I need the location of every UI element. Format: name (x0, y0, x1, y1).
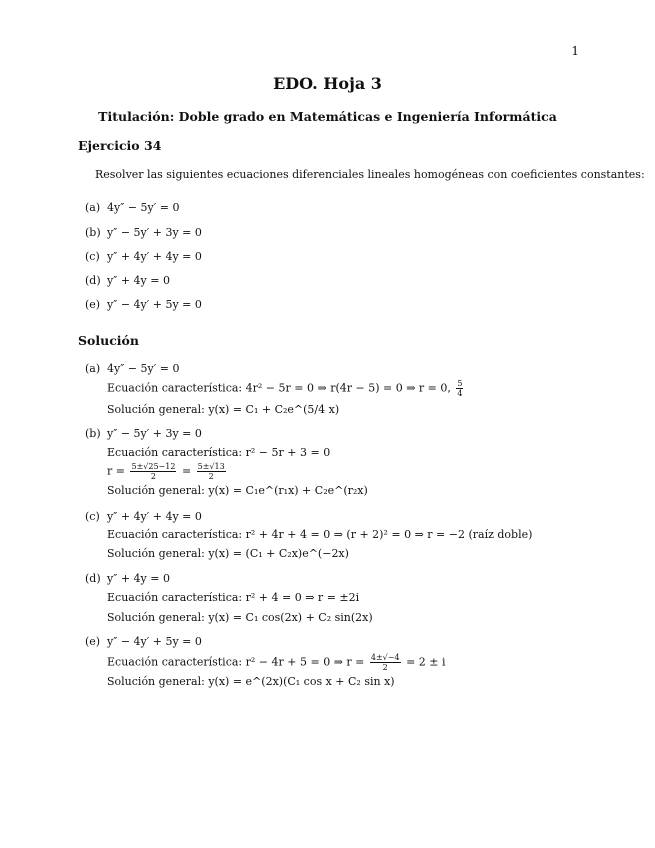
solution-c-char (107, 528, 532, 541)
general-label: Solución general: (107, 611, 205, 624)
char-equation: 4r² − 5r = 0 ⇒ r(4r − 5) = 0 ⇒ r = 0, (245, 381, 451, 395)
fraction-numerator: 5±√13 (197, 462, 225, 471)
page-subtitle: Titulación: Doble grado en Matemáticas e Ingeniería Informática (98, 109, 557, 124)
solution-a-general (107, 403, 339, 416)
fraction-numerator: 5 (457, 379, 463, 388)
problem-d (85, 274, 170, 287)
item-label: (d) (85, 572, 101, 585)
item-label: (b) (85, 226, 101, 239)
item-label: (d) (85, 274, 101, 287)
equation: y″ − 4y′ + 5y = 0 (107, 298, 202, 311)
roots-prefix: r = (107, 464, 125, 478)
fraction-numerator: 4±√−4 (370, 653, 400, 662)
item-label: (e) (85, 635, 101, 648)
fraction (130, 462, 176, 481)
item-label: (a) (85, 201, 101, 214)
general-label: Solución general: (107, 547, 205, 560)
solution-d-general (107, 611, 373, 624)
problem-a (85, 201, 179, 214)
roots-equals: = (181, 464, 192, 478)
solution-a-equation (85, 362, 179, 375)
fraction-denominator: 2 (208, 472, 214, 481)
equation: y″ + 4y′ + 4y = 0 (107, 510, 202, 523)
item-label: (a) (85, 362, 101, 375)
solution-b-general (107, 484, 368, 497)
page-title: EDO. Hoja 3 (273, 74, 382, 93)
solution-c-general (107, 547, 349, 560)
item-label: (c) (85, 510, 100, 523)
fraction-denominator: 2 (150, 472, 156, 481)
page-number: 1 (571, 44, 579, 58)
item-label: (b) (85, 427, 101, 440)
general-solution: y(x) = C₁ cos(2x) + C₂ sin(2x) (208, 611, 373, 624)
solution-d-equation (85, 572, 170, 585)
char-label: Ecuación característica: (107, 528, 243, 541)
char-tail: = 2 ± i (406, 655, 446, 669)
equation: y″ + 4y = 0 (107, 274, 170, 287)
solution-heading: Solución (78, 333, 139, 348)
char-label: Ecuación característica: (107, 381, 243, 395)
equation: y″ + 4y′ + 4y = 0 (107, 250, 202, 263)
fraction (456, 379, 463, 398)
char-equation: r² + 4r + 4 = 0 ⇒ (r + 2)² = 0 ⇒ r = −2 (raíz doble) (245, 528, 533, 541)
solution-b-equation (85, 427, 202, 440)
fraction-denominator: 4 (457, 389, 463, 398)
general-solution: y(x) = (C₁ + C₂x)e^(−2x) (208, 547, 349, 560)
problem-c (85, 250, 202, 263)
solution-e-general (107, 675, 395, 688)
equation: y″ − 5y′ + 3y = 0 (107, 226, 202, 239)
equation: y″ − 5y′ + 3y = 0 (107, 427, 202, 440)
general-label: Solución general: (107, 403, 205, 416)
equation: 4y″ − 5y′ = 0 (107, 201, 180, 214)
solution-b-char (107, 446, 330, 459)
problem-e (85, 298, 202, 311)
fraction-numerator: 5±√25−12 (131, 462, 176, 471)
exercise-heading: Ejercicio 34 (78, 138, 162, 153)
fraction-denominator: 2 (382, 663, 388, 672)
fraction (197, 462, 226, 481)
general-solution: y(x) = C₁ + C₂e^(5/4 x) (208, 403, 340, 416)
solution-e-equation (85, 635, 202, 648)
problem-b (85, 226, 202, 239)
general-label: Solución general: (107, 484, 205, 497)
char-label: Ecuación característica: (107, 655, 243, 669)
char-equation: r² + 4 = 0 ⇒ r = ±2i (245, 591, 360, 604)
solution-e-char (107, 653, 446, 672)
item-label: (c) (85, 250, 100, 263)
char-label: Ecuación característica: (107, 446, 243, 459)
solution-b-roots (107, 462, 228, 481)
char-label: Ecuación característica: (107, 591, 243, 604)
equation: y″ − 4y′ + 5y = 0 (107, 635, 202, 648)
item-label: (e) (85, 298, 101, 311)
equation: 4y″ − 5y′ = 0 (107, 362, 180, 375)
solution-d-char (107, 591, 359, 604)
exercise-intro: Resolver las siguientes ecuaciones diferenciales lineales homogéneas con coeficientes constantes: (95, 168, 645, 181)
general-solution: y(x) = e^(2x)(C₁ cos x + C₂ sin x) (208, 675, 395, 688)
general-solution: y(x) = C₁e^(r₁x) + C₂e^(r₂x) (208, 484, 368, 497)
char-equation: r² − 5r + 3 = 0 (245, 446, 331, 459)
fraction (370, 653, 401, 672)
char-equation: r² − 4r + 5 = 0 ⇒ r = (245, 655, 365, 669)
solution-c-equation (85, 510, 202, 523)
general-label: Solución general: (107, 675, 205, 688)
solution-a-char (107, 379, 465, 398)
equation: y″ + 4y = 0 (107, 572, 170, 585)
